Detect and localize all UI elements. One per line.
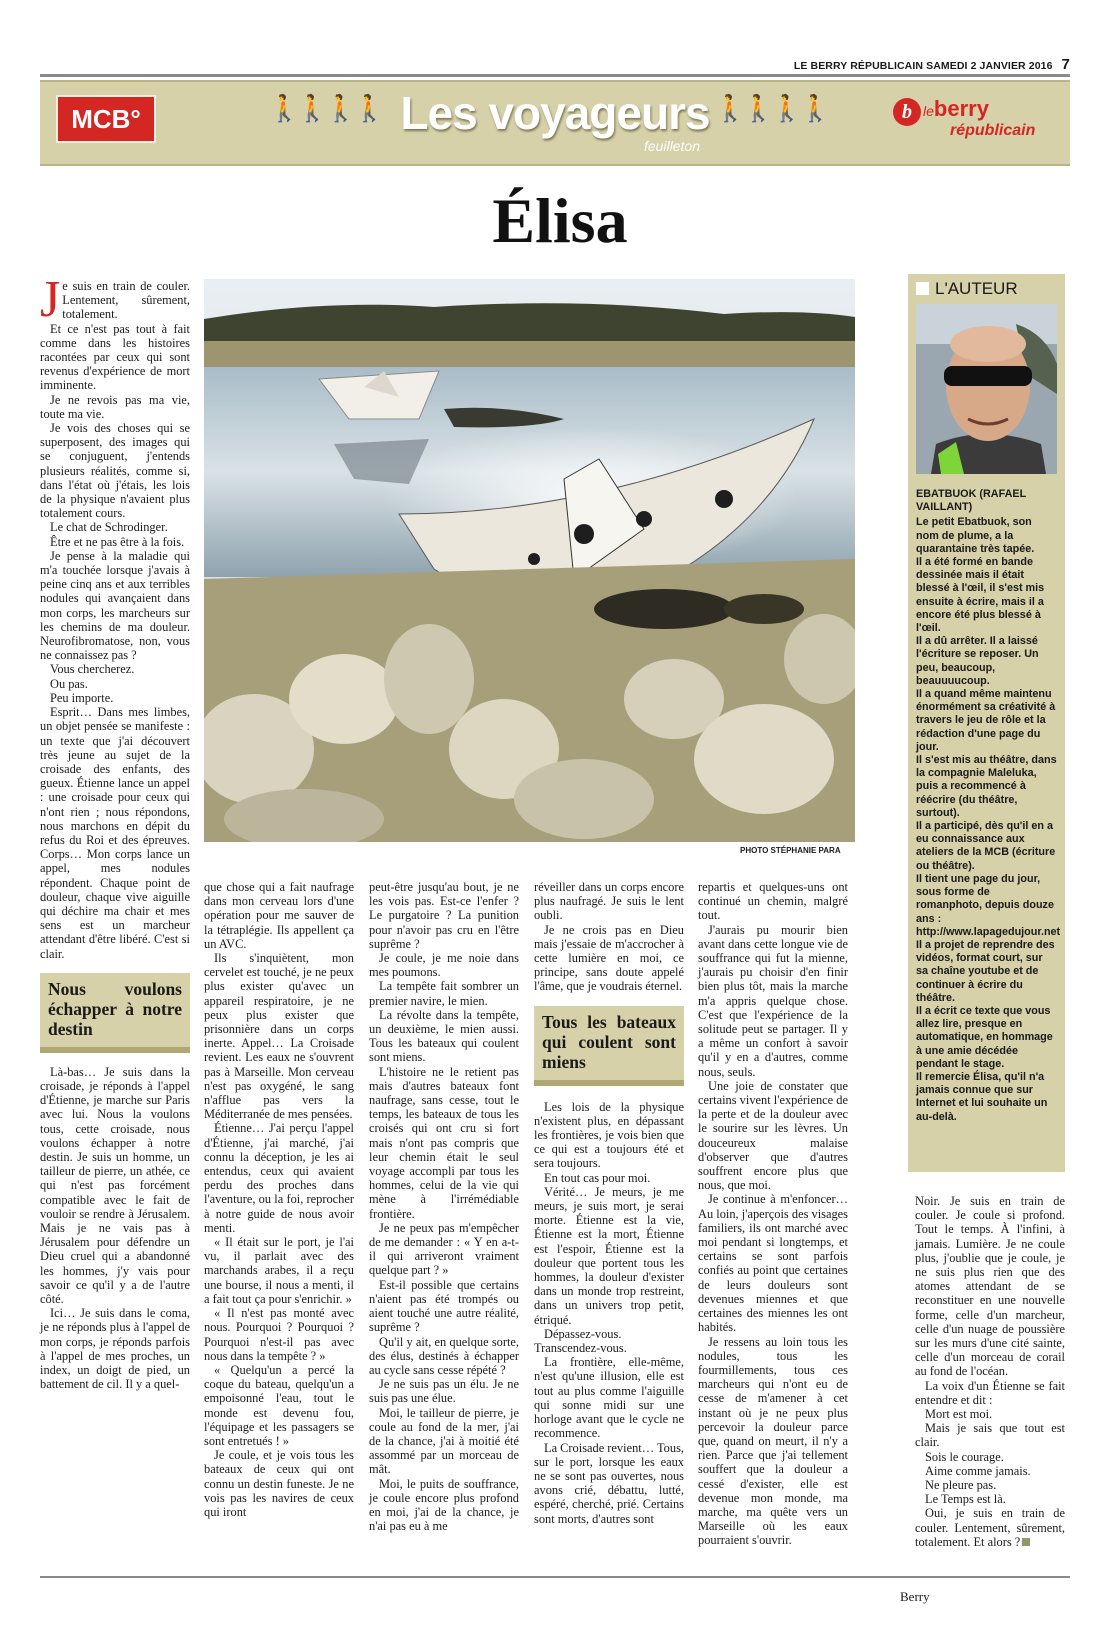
author-paragraph: Il s'est mis au théâtre, dans la compagnie Maleluka, puis a recommencé à réécrire (du théâtre, surtout). xyxy=(916,754,1057,819)
article-column-4 xyxy=(534,880,684,1526)
paragraph: Je coule, et je vois tous les bateaux de ceux qui ont connu un destin funeste. Je ne vois pas les navires de ceux qui iront xyxy=(204,1448,354,1519)
paragraph: La Croisade revient… Tous, sur le port, lorsque les eaux ne se sont pas ouvertes, nous avons crié, débattu, lutté, espéré, cherché, prié. Certains sont morts, d'autres sont xyxy=(534,1440,684,1526)
paragraph: Vous chercherez. xyxy=(50,662,135,677)
author-name: EBATBUOK (RAFAEL VAILLANT) xyxy=(916,488,1026,514)
paragraph: « Il était sur le port, je l'ai vu, il parlait avec des marchands arabes, il a reçu une bourse, il nous a menti, il a fait tout ça pour s'enrichir. » xyxy=(204,1235,354,1306)
paragraph xyxy=(40,271,190,328)
author-paragraph: Il a été formé en bande dessinée mais il était blessé à l'œil, il s'est mis ensuite à écrire, mais il a encore été plus blessé à l'œil. xyxy=(916,556,1045,635)
paragraph: peut-être jusqu'au bout, je ne les vois pas. Est-ce l'enfer ? Le purgatoire ? La punition pour n'avoir pas cru en l'être suprême ? xyxy=(369,880,519,951)
paragraph: La voix d'un Étienne se fait entendre et dit : xyxy=(915,1378,1065,1407)
end-square-icon xyxy=(1022,1538,1030,1546)
heading-square-icon xyxy=(916,282,929,295)
paragraph: « Il n'est pas monté avec nous. Pourquoi ? Pourquoi ? Pourquoi n'est-il pas avec nous dans la tempête ? » xyxy=(204,1306,354,1363)
article-column-6 xyxy=(915,1194,1065,1549)
author-paragraph: Il a projet de reprendre des vidéos, format court, sur sa chaîne youtube et de continuer à écrire du théâtre. xyxy=(916,938,1055,1004)
paragraph: Le chat de Schrodinger. xyxy=(50,520,168,535)
photo-credit: PHOTO STÉPHANIE PARA xyxy=(740,846,841,855)
author-paragraph: Il remercie Élisa, qu'il n'a jamais connue que sur Internet et lui souhaite un au-delà. xyxy=(916,1070,1048,1123)
paragraph: L'histoire ne le retient pas mais d'autres bateaux font naufrage, sans cesse, tout le temps, les bateaux de tous les croisés qui ont cru si fort mais n'ont pas compris que leur chemin était le seul voyage accompli par tous les hommes, celui de la vie qui mène à l'irrémédiable frontière. xyxy=(369,1064,519,1221)
paragraph: Moi, le tailleur de pierre, je coule au fond de la mer, j'ai de la chance, j'ai à moitié été assommé par un morceau de mât. xyxy=(369,1405,519,1477)
paragraph: La frontière, elle-même, n'est qu'une illusion, elle est tout au plus comme l'aiguille qui sonne midi sur une horloge avant que le cycle ne recommence. xyxy=(534,1355,684,1441)
paragraph: Être et ne pas être à la fois. xyxy=(50,534,185,549)
top-rule xyxy=(40,74,1070,77)
paragraph: Vérité… Je meurs, je me meurs, je suis mort, je serai morte. Étienne est la vie, Étienne est la mort, Étienne est l'espoir, Étienne est la douleur que portent tous les hommes, la douleur d'exister dans un monde trop restreint, dans un univers trop petit, étriqué. xyxy=(534,1184,684,1327)
pull-quote: Nous voulons échapper à notre destin xyxy=(40,973,190,1053)
author-paragraph: Le petit Ebatbuok, son nom de plume, a la quarantaine très tapée. xyxy=(916,516,1035,555)
article-photo xyxy=(204,279,855,842)
article-column-3 xyxy=(369,880,519,1533)
paragraph: Ils s'inquiètent, mon cervelet est touché, je ne peux plus exister qu'avec un appareil respiratoire, je ne peux plus exister que prisonnière dans un corps inerte. Appel… La Croisade revient. Les eaux ne s'ouvrent pas à Marseille. Mon cerveau n'est pas oxygéné, le sang n'afflue pas vers la Méditerranée de mes pensées. xyxy=(204,951,354,1122)
author-paragraph: Il a écrit ce texte que vous allez lire, presque en automatique, en hommage à une amie décédée pendant le stage. xyxy=(916,1004,1053,1070)
berry-logo-berry: berry xyxy=(933,96,989,121)
paragraph: Noir. Je suis en train de couler. Je coule si profond. Tout le temps. À l'infini, à jamais. Lumière. Je ne coule plus, j'oublie que je coule, je ne suis plus rien que des atomes attendant de se reconstituer en une nouvelle forme, celle d'un marcheur, celle d'un nuage de poussière sur les murs d'une cité sainte, celle d'un morceau de corail au fond de l'océan. xyxy=(915,1194,1065,1379)
paragraph: En tout cas pour moi. xyxy=(544,1170,651,1185)
paragraph: Le Temps est là. xyxy=(925,1492,1006,1507)
berry-logo-le: le xyxy=(923,103,934,119)
paragraph: « Quelqu'un a percé la coque du bateau, quelqu'un a empoisonné l'eau, tout le monde est devenu fou, l'équipage et les passagers se sont entretués ! » xyxy=(204,1362,354,1448)
paragraph: Je vois des choses qui se superposent, des images qui se conjuguent, j'entends plusieurs réalités, comme si, dans l'état où j'étais, les lois de la physique n'avaient plus totalement cours. xyxy=(40,421,190,521)
page-number: 7 xyxy=(1061,56,1070,73)
pull-quote: Tous les bateaux qui coulent sont miens xyxy=(534,1006,684,1086)
paragraph: Je ne crois pas en Dieu mais j'essaie de m'accrocher à cette lumière en moi, ce principe, sans doute appelé l'âme, que je voudrais éternel. xyxy=(534,922,684,994)
paragraph: J'aurais pu mourir bien avant dans cette longue vie de souffrance qui fut la mienne, j'aurais pu choisir d'en finir bien plus tôt, mais la marche m'a appris quelque chose. C'est que l'expérience de la solitude peut se partager. Il y a même un confort à savoir qu'il y en a d'autres, comme nous, seuls. xyxy=(698,922,848,1079)
paragraph: Là-bas… Je suis dans la croisade, je réponds à l'appel d'Étienne, je marche sur Paris avec lui. Nous la voulons tous, cette croisade, nous voulons échapper à notre destin. Je suis un homme, un tailleur de pierre, un athée, ce qui n'est pas forcément compatible avec le fait de vouloir se rendre à Jérusalem. Mais je ne vais pas à Jérusalem pour défendre un Dieu cruel qui a abandonné les hommes, j'y vais pour savoir ce qu'il y a de l'autre côté. xyxy=(40,1064,190,1306)
author-heading-text: L'AUTEUR xyxy=(935,279,1018,298)
paragraph: Étienne… J'ai perçu l'appel d'Étienne, j'ai marché, j'ai connu la déception, je les ai entendus, ceux qui avaient perdu des proches dans l'aventure, ou la foi, reprocher à notre guide de nous avoir menti. xyxy=(204,1121,354,1235)
paragraph: Dépassez-vous. Transcendez-vous. xyxy=(534,1326,627,1356)
bottom-rule xyxy=(40,1576,1070,1578)
paragraph: que chose qui a fait naufrage dans mon cerveau lors d'une opération pour me sauver de la tétraplégie. Ils appellent ça un AVC. xyxy=(204,880,354,951)
paragraph: Ici… Je suis dans le coma, je ne réponds plus à l'appel de mon corps, je réponds parfois à l'appel de mes proches, un index, un doigt de pied, un battement de cil. Il y a quel- xyxy=(40,1306,190,1392)
drop-cap: J xyxy=(40,271,61,328)
paragraph: Ou pas. xyxy=(50,676,88,691)
paragraph: La révolte dans la tempête, un deuxième, le mien aussi. Tous les bateaux qui coulent sont miens. xyxy=(369,1007,519,1065)
article-column-5 xyxy=(698,880,848,1548)
paragraph xyxy=(915,1506,1065,1549)
paragraph: Je continue à m'enfoncer… Au loin, j'aperçois des visages familiers, ils ont marché avec moi pendant si longtemps, et certains se sont parfois confiés au point que certaines de leurs douleurs sont devenues miennes et que certaines des miennes les ont habités. xyxy=(698,1192,848,1335)
walking-people-icon: 🚶🚶🚶🚶 xyxy=(714,94,828,123)
series-subtitle: feuilleton xyxy=(643,138,700,154)
paragraph: Moi, le puits de souffrance, je coule encore plus profond en moi, j'ai de la chance, je n'ai pas eu à me xyxy=(369,1476,519,1534)
paragraph: repartis et quelques-uns ont continué un chemin, malgré tout. xyxy=(698,880,848,923)
opening-text: e suis en train de couler. Lentement, sûrement, totalement. xyxy=(62,279,190,322)
paragraph: Peu importe. xyxy=(50,690,114,705)
paragraph: Mais je sais que tout est clair. xyxy=(915,1421,1065,1450)
closing-text: Oui, je suis en train de couler. Lentement, sûrement, totalement. Et alors ? xyxy=(915,1506,1065,1549)
paragraph: Je ressens au loin tous les nodules, tous les fourmillements, tous ces marcheurs qui n'ont eu de cesse de m'amener à cet instant où je ne peux plus percevoir la douleur parce que, quand on meurt, il n'y a rien. Parce que j'ai tellement souffert que la douleur a cessé d'exister, elle est devenue mon monde, ma marche, ma quête vers un Marseille où les eaux pourraient s'ouvrir. xyxy=(698,1334,848,1548)
paragraph: Sois le courage. xyxy=(925,1449,1004,1464)
masthead-date: SAMEDI 2 JANVIER 2016 xyxy=(926,60,1053,72)
article-column-2 xyxy=(204,880,354,1519)
berry-logo-name xyxy=(923,96,989,122)
berry-logo-mark: b xyxy=(893,98,921,126)
series-title: Les voyageurs xyxy=(400,87,710,139)
paragraph: Est-il possible que certains n'aient pas été trompés ou aient touché une autre réalité, suprême ? xyxy=(369,1277,519,1335)
paragraph: La tempête fait sombrer un premier navire, le mien. xyxy=(369,979,519,1008)
author-bio xyxy=(916,488,1061,1124)
author-paragraph: Il a participé, dès qu'il en a eu connaissance aux ateliers de la MCB (écriture ou théâtre). xyxy=(916,820,1056,872)
paragraph: réveiller dans un corps encore plus naufragé. Je suis le lent oubli. xyxy=(534,880,684,923)
masthead xyxy=(785,56,1070,73)
paragraph: Je ne peux pas m'empêcher de me demander : « Y en a-t-il qui arriveront vraiment quelque part ? » xyxy=(369,1220,519,1278)
paragraph: Je coule, je me noie dans mes poumons. xyxy=(369,951,519,980)
paragraph: Je pense à la maladie qui m'a touchée lorsque j'avais à peine cinq ans et aux terribles nodules qui avançaient dans mon corps, les marcheurs sur les chemins de ma douleur. Neurofibromatose, non, vous ne connaissez pas ? xyxy=(40,548,190,663)
author-paragraph: Il a dû arrêter. Il a laissé l'écriture se reposer. Un peu, beaucoup, beauuuucoup. xyxy=(916,635,1039,687)
paragraph: Esprit… Dans mes limbes, un objet pensée se manifeste : un texte que j'ai découvert très jeune au sujet de la croisade des enfants, des gueux. Étienne lance un appel : une croisade pour ceux qui n'ont rien ; nous répondons, nous marchons en dépit du refus du Roi et des épreuves. Corps… Mon corps lance un appel, mes nodules répondent. Chaque point de douleur, chaque vive aiguille qui déchire ma chair et mes sens est un marcheur attendant d'être libéré. C'est si clair. xyxy=(40,705,190,961)
paragraph: Une joie de constater que certains vivent l'expérience de la perte et de la douleur avec le sourire sur les lèvres. Un douceureux malaise d'observer que d'autres souffrent encore plus que nous, que moi. xyxy=(698,1078,848,1193)
masthead-paper: LE BERRY RÉPUBLICAIN xyxy=(793,60,924,72)
paragraph: Je ne revois pas ma vie, toute ma vie. xyxy=(40,392,190,421)
author-portrait xyxy=(916,304,1057,474)
author-paragraph: Il tient une page du jour, sous forme de romanphoto, depuis douze ans : http://www.lapagedujour.net xyxy=(916,872,1061,938)
paragraph: Aime comme jamais. xyxy=(925,1463,1031,1478)
paragraph: Mort est moi. xyxy=(925,1407,993,1422)
paragraph: Et ce n'est pas tout à fait comme dans les histoires racontées par ceux qui sont revenus d'expérience de mort imminente. xyxy=(40,321,190,393)
footer-edition: Berry xyxy=(900,1589,930,1604)
paragraph: Je ne suis pas un élu. Je ne suis pas une élue. xyxy=(369,1377,519,1406)
mcb-logo: MCB° xyxy=(56,95,156,143)
berry-logo-line2: républicain xyxy=(950,122,1036,139)
paragraph: Qu'il y ait, en quelque sorte, des élus, destinés à échapper au cycle sans cesse répété ? xyxy=(369,1334,519,1377)
author-heading xyxy=(916,279,1061,299)
walking-people-icon: 🚶🚶🚶🚶 xyxy=(268,94,382,123)
paragraph: Les lois de la physique n'existent plus, en dépassant les frontières, je vois bien que ce qui est a toujours été et sera toujours. xyxy=(534,1099,684,1171)
paragraph: Ne pleure pas. xyxy=(925,1478,997,1493)
author-paragraph: Il a quand même maintenu énormément sa créativité à travers le jeu de rôle et la rédaction d'une page du jour. xyxy=(916,688,1056,753)
article-headline: Élisa xyxy=(492,185,628,256)
article-column-1 xyxy=(40,271,190,1392)
